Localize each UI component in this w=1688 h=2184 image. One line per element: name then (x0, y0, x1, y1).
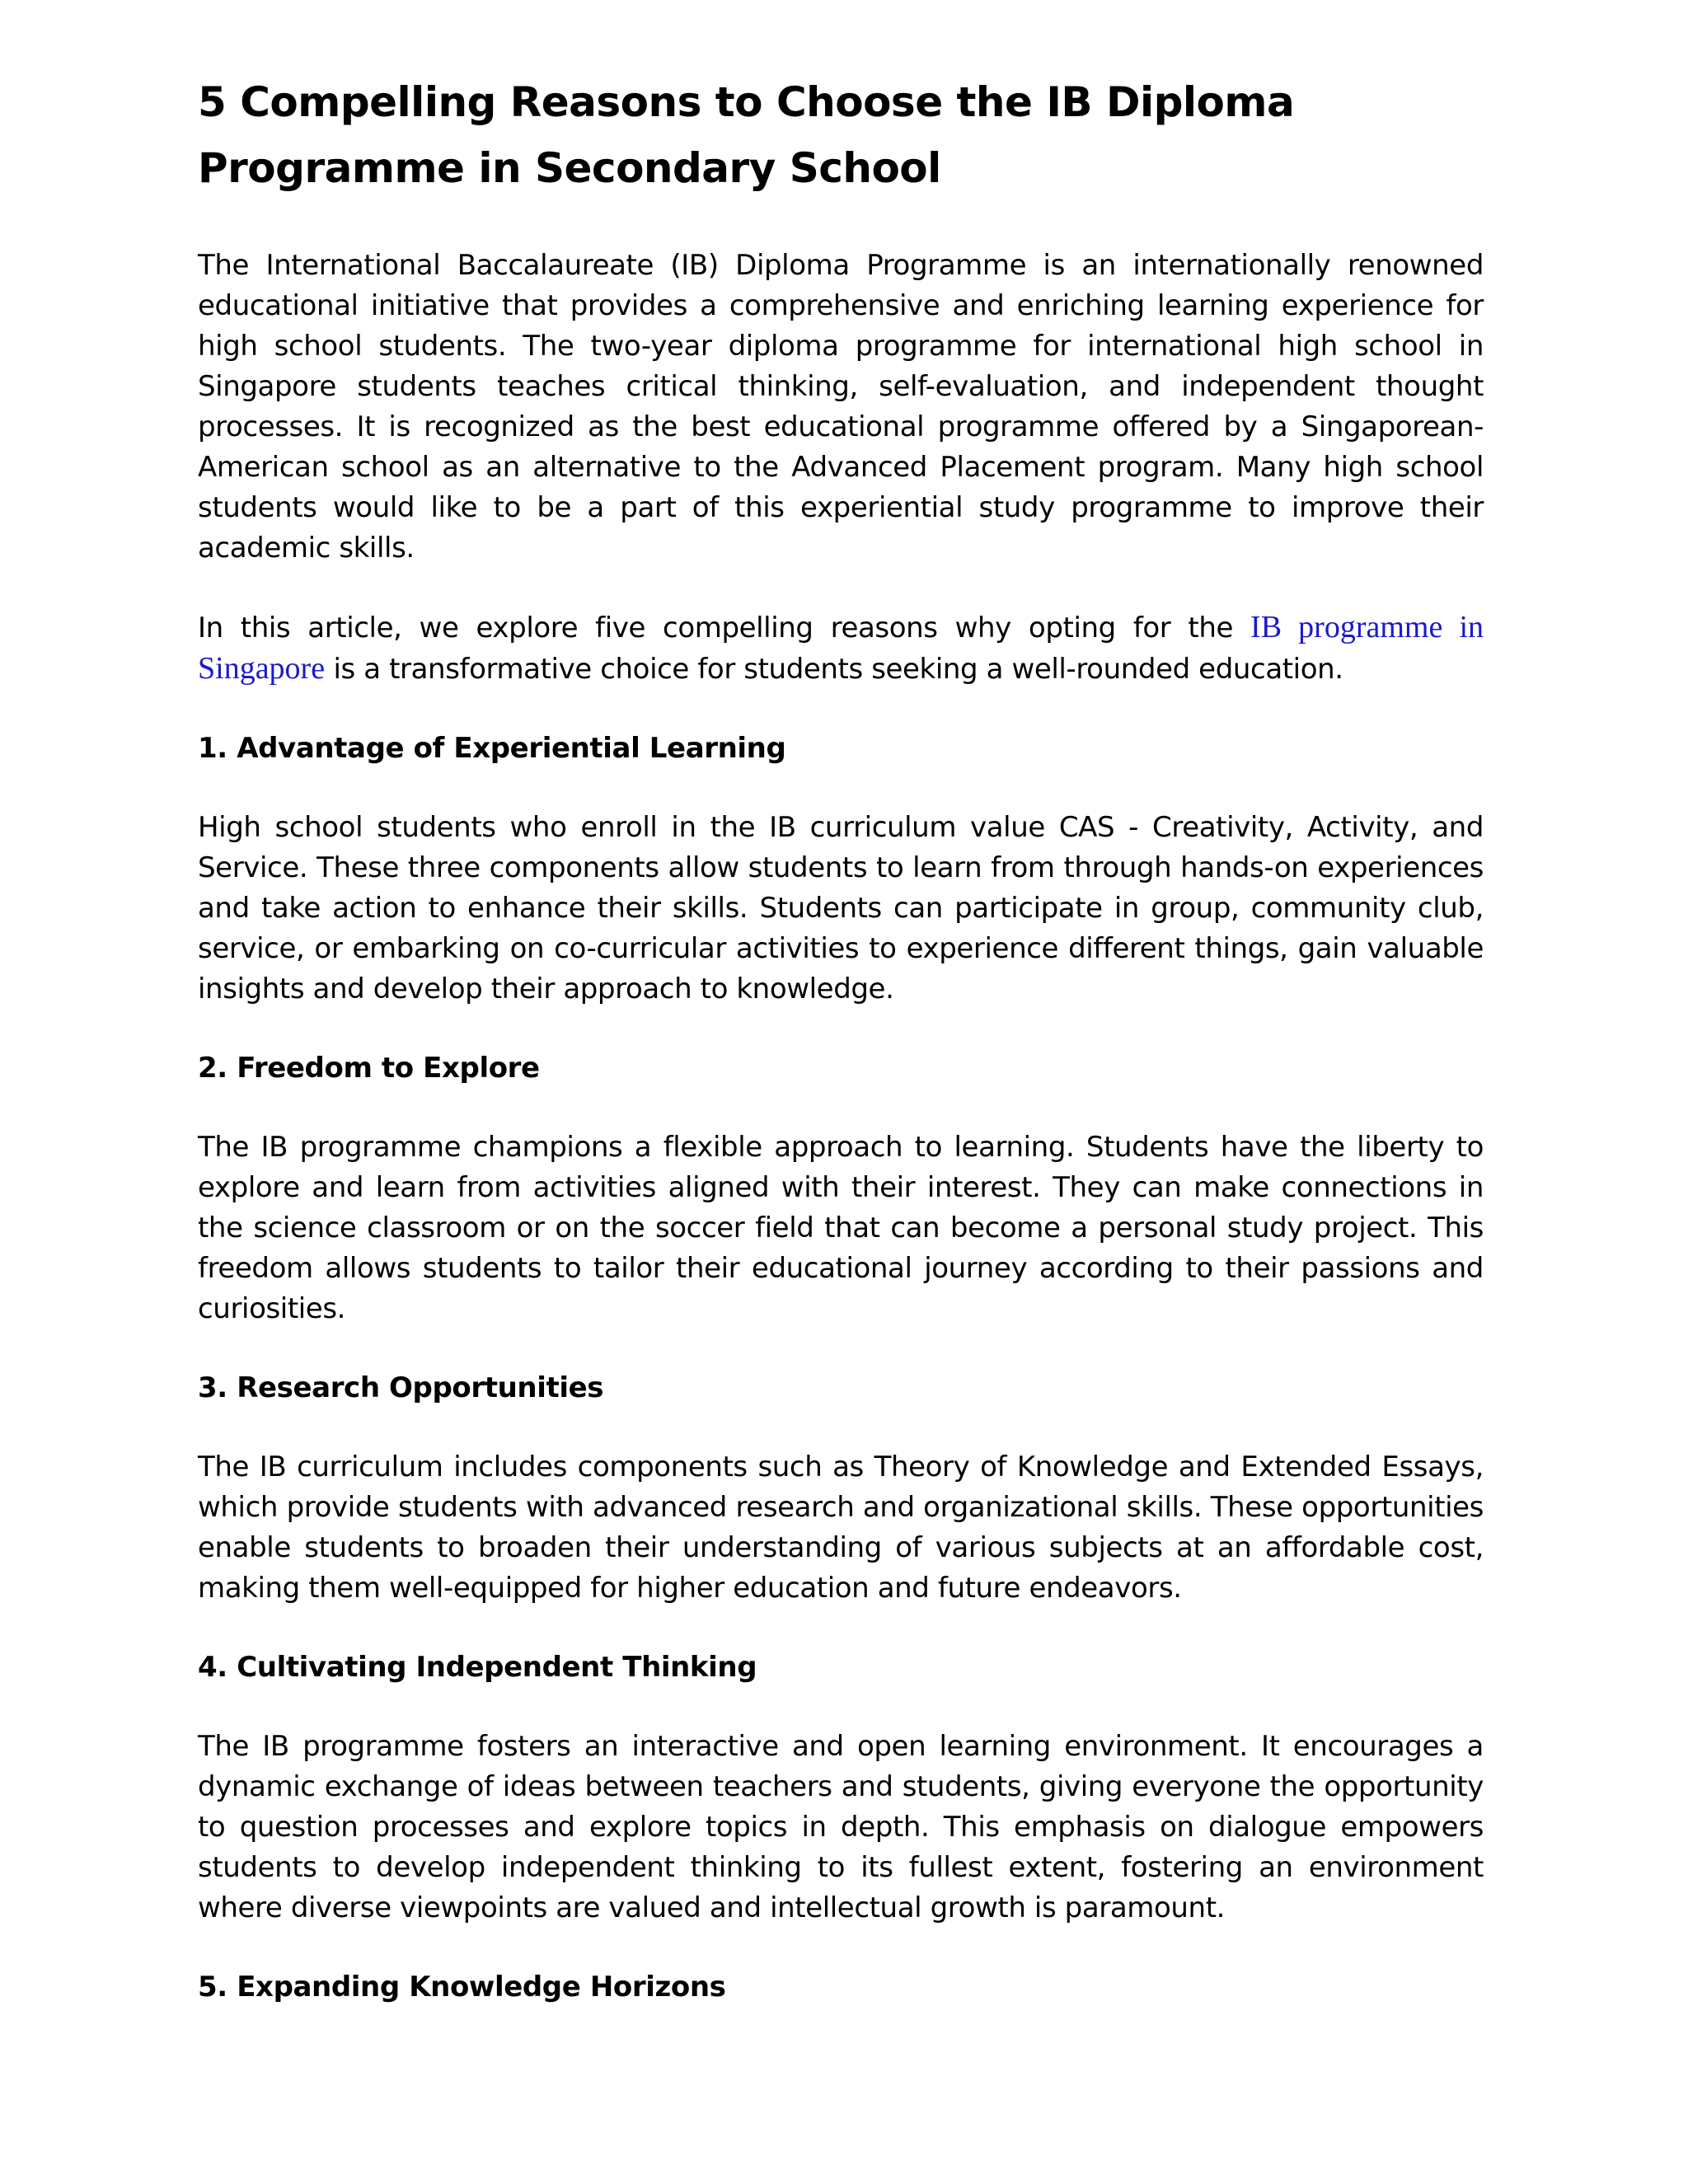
section-heading-experiential-learning: 1. Advantage of Experiential Learning (198, 732, 786, 765)
section-body-research-opportunities: The IB curriculum includes components such as Theory of Knowledge and Extended Essays, which provide students with advanced research and organizational skills. These opportunities enable students to broaden their understanding of various subjects at an affordable cost, making them well-equipped for higher education and future endeavors. (198, 1451, 1484, 1605)
section-body-independent-thinking: The IB programme fosters an interactive and open learning environment. It encourages a dynamic exchange of ideas between teachers and students, giving everyone the opportunity to question processes and explore topics in depth. This emphasis on dialogue empowers students to develop independent thinking to its fullest extent, fostering an environment where diverse viewpoints are valued and intellectual growth is paramount. (198, 1730, 1484, 1924)
lead-text-before: In this article, we explore five compelling reasons why opting for the (198, 612, 1251, 644)
section-heading-independent-thinking: 4. Cultivating Independent Thinking (198, 1651, 757, 1684)
page-title: 5 Compelling Reasons to Choose the IB Diploma Programme in Secondary School (198, 78, 1295, 192)
section-heading-freedom-to-explore: 2. Freedom to Explore (198, 1052, 540, 1085)
lead-text-after: is a transformative choice for students seeking a well-rounded education. (325, 653, 1343, 686)
section-body-experiential-learning: High school students who enroll in the IB curriculum value CAS - Creativity, Activity, and Service. These three components allow students to learn from through hands-on experiences and take action to enhance their skills. Students can participate in group, community club, service, or embarking on co-curricular activities to experience different things, gain valuable insights and develop their approach to knowledge. (198, 811, 1484, 1005)
section-heading-knowledge-horizons: 5. Expanding Knowledge Horizons (198, 1971, 726, 2004)
lead-paragraph (198, 607, 1484, 690)
section-heading-research-opportunities: 3. Research Opportunities (198, 1371, 604, 1404)
section-body-freedom-to-explore: The IB programme champions a flexible approach to learning. Students have the liberty to explore and learn from activities aligned with their interest. They can make connections in the science classroom or on the soccer field that can become a personal study project. This freedom allows students to tailor their educational journey according to their passions and curiosities. (198, 1131, 1484, 1325)
intro-paragraph: The International Baccalaureate (IB) Diploma Programme is an internationally renowned educational initiative that provides a comprehensive and enriching learning experience for high school students. The two-year diploma programme for international high school in Singapore students teaches critical thinking, self-evaluation, and independent thought processes. It is recognized as the best educational programme offered by a Singaporean-American school as an alternative to the Advanced Placement program. Many high school students would like to be a part of this experiential study programme to improve their academic skills. (198, 249, 1484, 565)
document-page (198, 69, 1484, 2046)
ib-programme-link[interactable]: IB programme in Singapore (198, 610, 1484, 686)
